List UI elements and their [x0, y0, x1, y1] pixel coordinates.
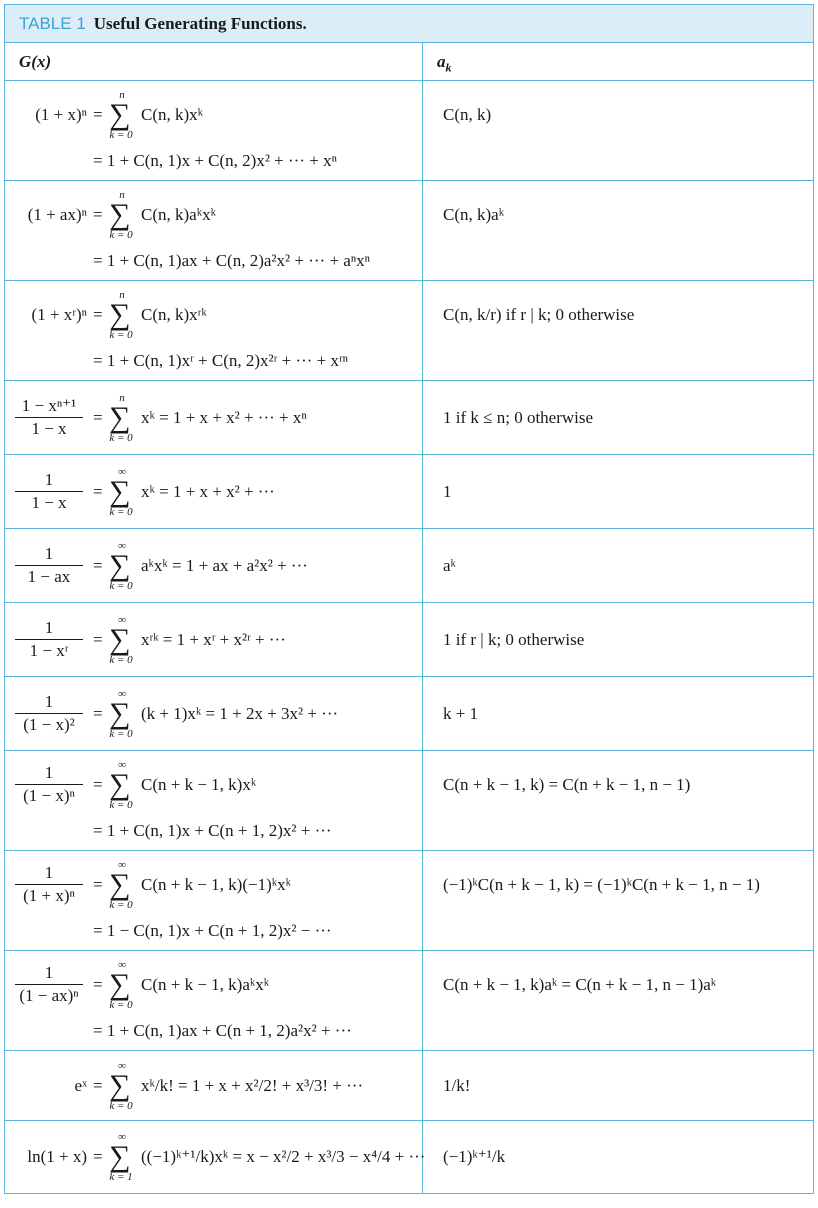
gx-fraction: 1 1 − ax	[9, 544, 89, 587]
series-expression: C(n, k)aᵏxᵏ	[141, 205, 216, 224]
series-expansion: = 1 + C(n, 1)ax + C(n, 2)a²x² + ··· + aⁿxⁿ	[93, 251, 371, 270]
gx-fraction: 1 (1 − ax)ⁿ	[9, 963, 89, 1006]
table-row	[5, 603, 813, 677]
sigma-icon: ∑	[109, 968, 131, 1001]
coefficient-ak: C(n, k/r) if r | k; 0 otherwise	[443, 305, 635, 324]
coefficient-ak: C(n + k − 1, k)aᵏ = C(n + k − 1, n − 1)aᵏ	[443, 975, 717, 994]
series-expression: aᵏxᵏ = 1 + ax + a²x² + ···	[141, 556, 308, 575]
sum-upper-limit: ∞	[118, 688, 126, 700]
series-expression: C(n + k − 1, k)xᵏ	[141, 775, 257, 794]
sum-lower-limit: k = 0	[109, 229, 133, 241]
sum-lower-limit: k = 1	[109, 1171, 133, 1183]
generating-functions-table	[4, 4, 814, 1194]
series-expansion: = 1 + C(n, 1)ax + C(n + 1, 2)a²x² + ···	[93, 1021, 352, 1040]
sum-lower-limit: k = 0	[109, 1100, 133, 1112]
equals-sign: =	[93, 105, 103, 124]
sum-lower-limit: k = 0	[109, 728, 133, 740]
coefficient-ak: C(n, k)	[443, 105, 492, 124]
header-row	[5, 43, 813, 81]
sum-lower-limit: k = 0	[109, 432, 133, 444]
sum-lower-limit: k = 0	[109, 580, 133, 592]
gx-fraction: 1 (1 − x)ⁿ	[9, 763, 89, 806]
gx-expression: ln(1 + x)	[27, 1147, 87, 1166]
table-row	[5, 529, 813, 603]
sigma-icon: ∑	[109, 475, 131, 508]
series-expression: xᵏ = 1 + x + x² + ···	[141, 482, 275, 501]
sum-lower-limit: k = 0	[109, 506, 133, 518]
series-expansion: = 1 + C(n, 1)xʳ + C(n, 2)x²ʳ + ··· + xʳⁿ	[93, 351, 349, 370]
sum-upper-limit: ∞	[118, 759, 126, 771]
equals-sign: =	[93, 305, 103, 324]
gx-fraction: 1 1 − x	[9, 470, 89, 513]
sum-upper-limit: ∞	[118, 859, 126, 871]
sum-upper-limit: ∞	[118, 466, 126, 478]
table-row	[5, 81, 813, 181]
sigma-icon: ∑	[109, 697, 131, 730]
series-expression: xʳᵏ = 1 + xʳ + x²ʳ + ···	[141, 630, 286, 649]
series-expression: xᵏ = 1 + x + x² + ··· + xⁿ	[141, 408, 307, 427]
gx-expression: (1 + xʳ)ⁿ	[31, 305, 87, 324]
series-expression: C(n, k)xʳᵏ	[141, 305, 207, 324]
table-title: Useful Generating Functions.	[93, 13, 307, 33]
sum-upper-limit: ∞	[118, 959, 126, 971]
header-ak: $a_k$	[437, 52, 452, 75]
sigma-icon: ∑	[109, 98, 131, 131]
table-row	[5, 455, 813, 529]
equals-sign: =	[93, 1147, 103, 1166]
equals-sign: =	[93, 1076, 103, 1095]
sigma-icon: ∑	[109, 768, 131, 801]
sum-upper-limit: n	[119, 89, 125, 101]
sigma-icon: ∑	[109, 868, 131, 901]
sigma-icon: ∑	[109, 298, 131, 331]
coefficient-ak: aᵏ	[443, 556, 456, 575]
equals-sign: =	[93, 875, 103, 894]
sum-lower-limit: k = 0	[109, 654, 133, 666]
table-row	[5, 281, 813, 381]
table-caption	[5, 5, 813, 43]
sum-lower-limit: k = 0	[109, 899, 133, 911]
coefficient-ak: (−1)ᵏ⁺¹/k	[443, 1147, 506, 1166]
coefficient-ak: 1 if k ≤ n; 0 otherwise	[443, 408, 594, 427]
sum-upper-limit: ∞	[118, 1060, 126, 1072]
gx-fraction: 1 (1 + x)ⁿ	[9, 863, 89, 906]
sum-lower-limit: k = 0	[109, 999, 133, 1011]
gx-expression: (1 + x)ⁿ	[35, 105, 87, 124]
equals-sign: =	[93, 975, 103, 994]
equals-sign: =	[93, 556, 103, 575]
coefficient-ak: C(n + k − 1, k) = C(n + k − 1, n − 1)	[443, 775, 691, 794]
series-expansion: = 1 + C(n, 1)x + C(n, 2)x² + ··· + xⁿ	[93, 151, 337, 170]
coefficient-ak: 1/k!	[443, 1076, 471, 1095]
series-expression: ((−1)ᵏ⁺¹/k)xᵏ = x − x²/2 + x³/3 − x⁴/4 + ···	[141, 1147, 426, 1166]
series-expansion: = 1 + C(n, 1)x + C(n + 1, 2)x² + ···	[93, 821, 332, 840]
coefficient-ak: 1	[443, 482, 452, 501]
coefficient-ak: 1 if r | k; 0 otherwise	[443, 630, 585, 649]
equals-sign: =	[93, 482, 103, 501]
sum-upper-limit: n	[119, 392, 125, 404]
series-expression: xᵏ/k! = 1 + x + x²/2! + x³/3! + ···	[141, 1076, 364, 1095]
coefficient-ak: C(n, k)aᵏ	[443, 205, 505, 224]
sum-lower-limit: k = 0	[109, 129, 133, 141]
gx-expression: (1 + ax)ⁿ	[27, 205, 87, 224]
table-row	[5, 751, 813, 851]
series-expression: C(n + k − 1, k)aᵏxᵏ	[141, 975, 270, 994]
equals-sign: =	[93, 205, 103, 224]
series-expression: C(n, k)xᵏ	[141, 105, 204, 124]
sum-upper-limit: ∞	[118, 540, 126, 552]
gx-expression: eˣ	[74, 1076, 87, 1095]
series-expression: (k + 1)xᵏ = 1 + 2x + 3x² + ···	[141, 704, 339, 723]
equals-sign: =	[93, 630, 103, 649]
sigma-icon: ∑	[109, 549, 131, 582]
table-row	[5, 1121, 813, 1193]
header-gx: G(x)	[19, 52, 52, 71]
series-expression: C(n + k − 1, k)(−1)ᵏxᵏ	[141, 875, 291, 894]
sum-lower-limit: k = 0	[109, 329, 133, 341]
equals-sign: =	[93, 408, 103, 427]
sigma-icon: ∑	[109, 401, 131, 434]
equals-sign: =	[93, 775, 103, 794]
sum-upper-limit: n	[119, 289, 125, 301]
table-row	[5, 951, 813, 1051]
sigma-icon: ∑	[109, 198, 131, 231]
table-row	[5, 1051, 813, 1121]
sum-upper-limit: ∞	[118, 614, 126, 626]
equals-sign: =	[93, 704, 103, 723]
sum-upper-limit: ∞	[118, 1131, 126, 1143]
table-row	[5, 851, 813, 951]
coefficient-ak: (−1)ᵏC(n + k − 1, k) = (−1)ᵏC(n + k − 1, n − 1)	[443, 875, 760, 894]
sum-upper-limit: n	[119, 189, 125, 201]
coefficient-ak: k + 1	[443, 704, 479, 723]
sigma-icon: ∑	[109, 623, 131, 656]
gx-fraction: 1 (1 − x)²	[9, 692, 89, 735]
gx-fraction: 1 1 − xʳ	[9, 618, 89, 661]
table-row	[5, 381, 813, 455]
table-number: TABLE 1	[19, 13, 86, 33]
sigma-icon: ∑	[109, 1140, 131, 1173]
gx-fraction: 1 − xⁿ⁺¹ 1 − x	[9, 396, 89, 439]
table-row	[5, 181, 813, 281]
table-row	[5, 677, 813, 751]
sigma-icon: ∑	[109, 1069, 131, 1102]
sum-lower-limit: k = 0	[109, 799, 133, 811]
series-expansion: = 1 − C(n, 1)x + C(n + 1, 2)x² − ···	[93, 921, 332, 940]
